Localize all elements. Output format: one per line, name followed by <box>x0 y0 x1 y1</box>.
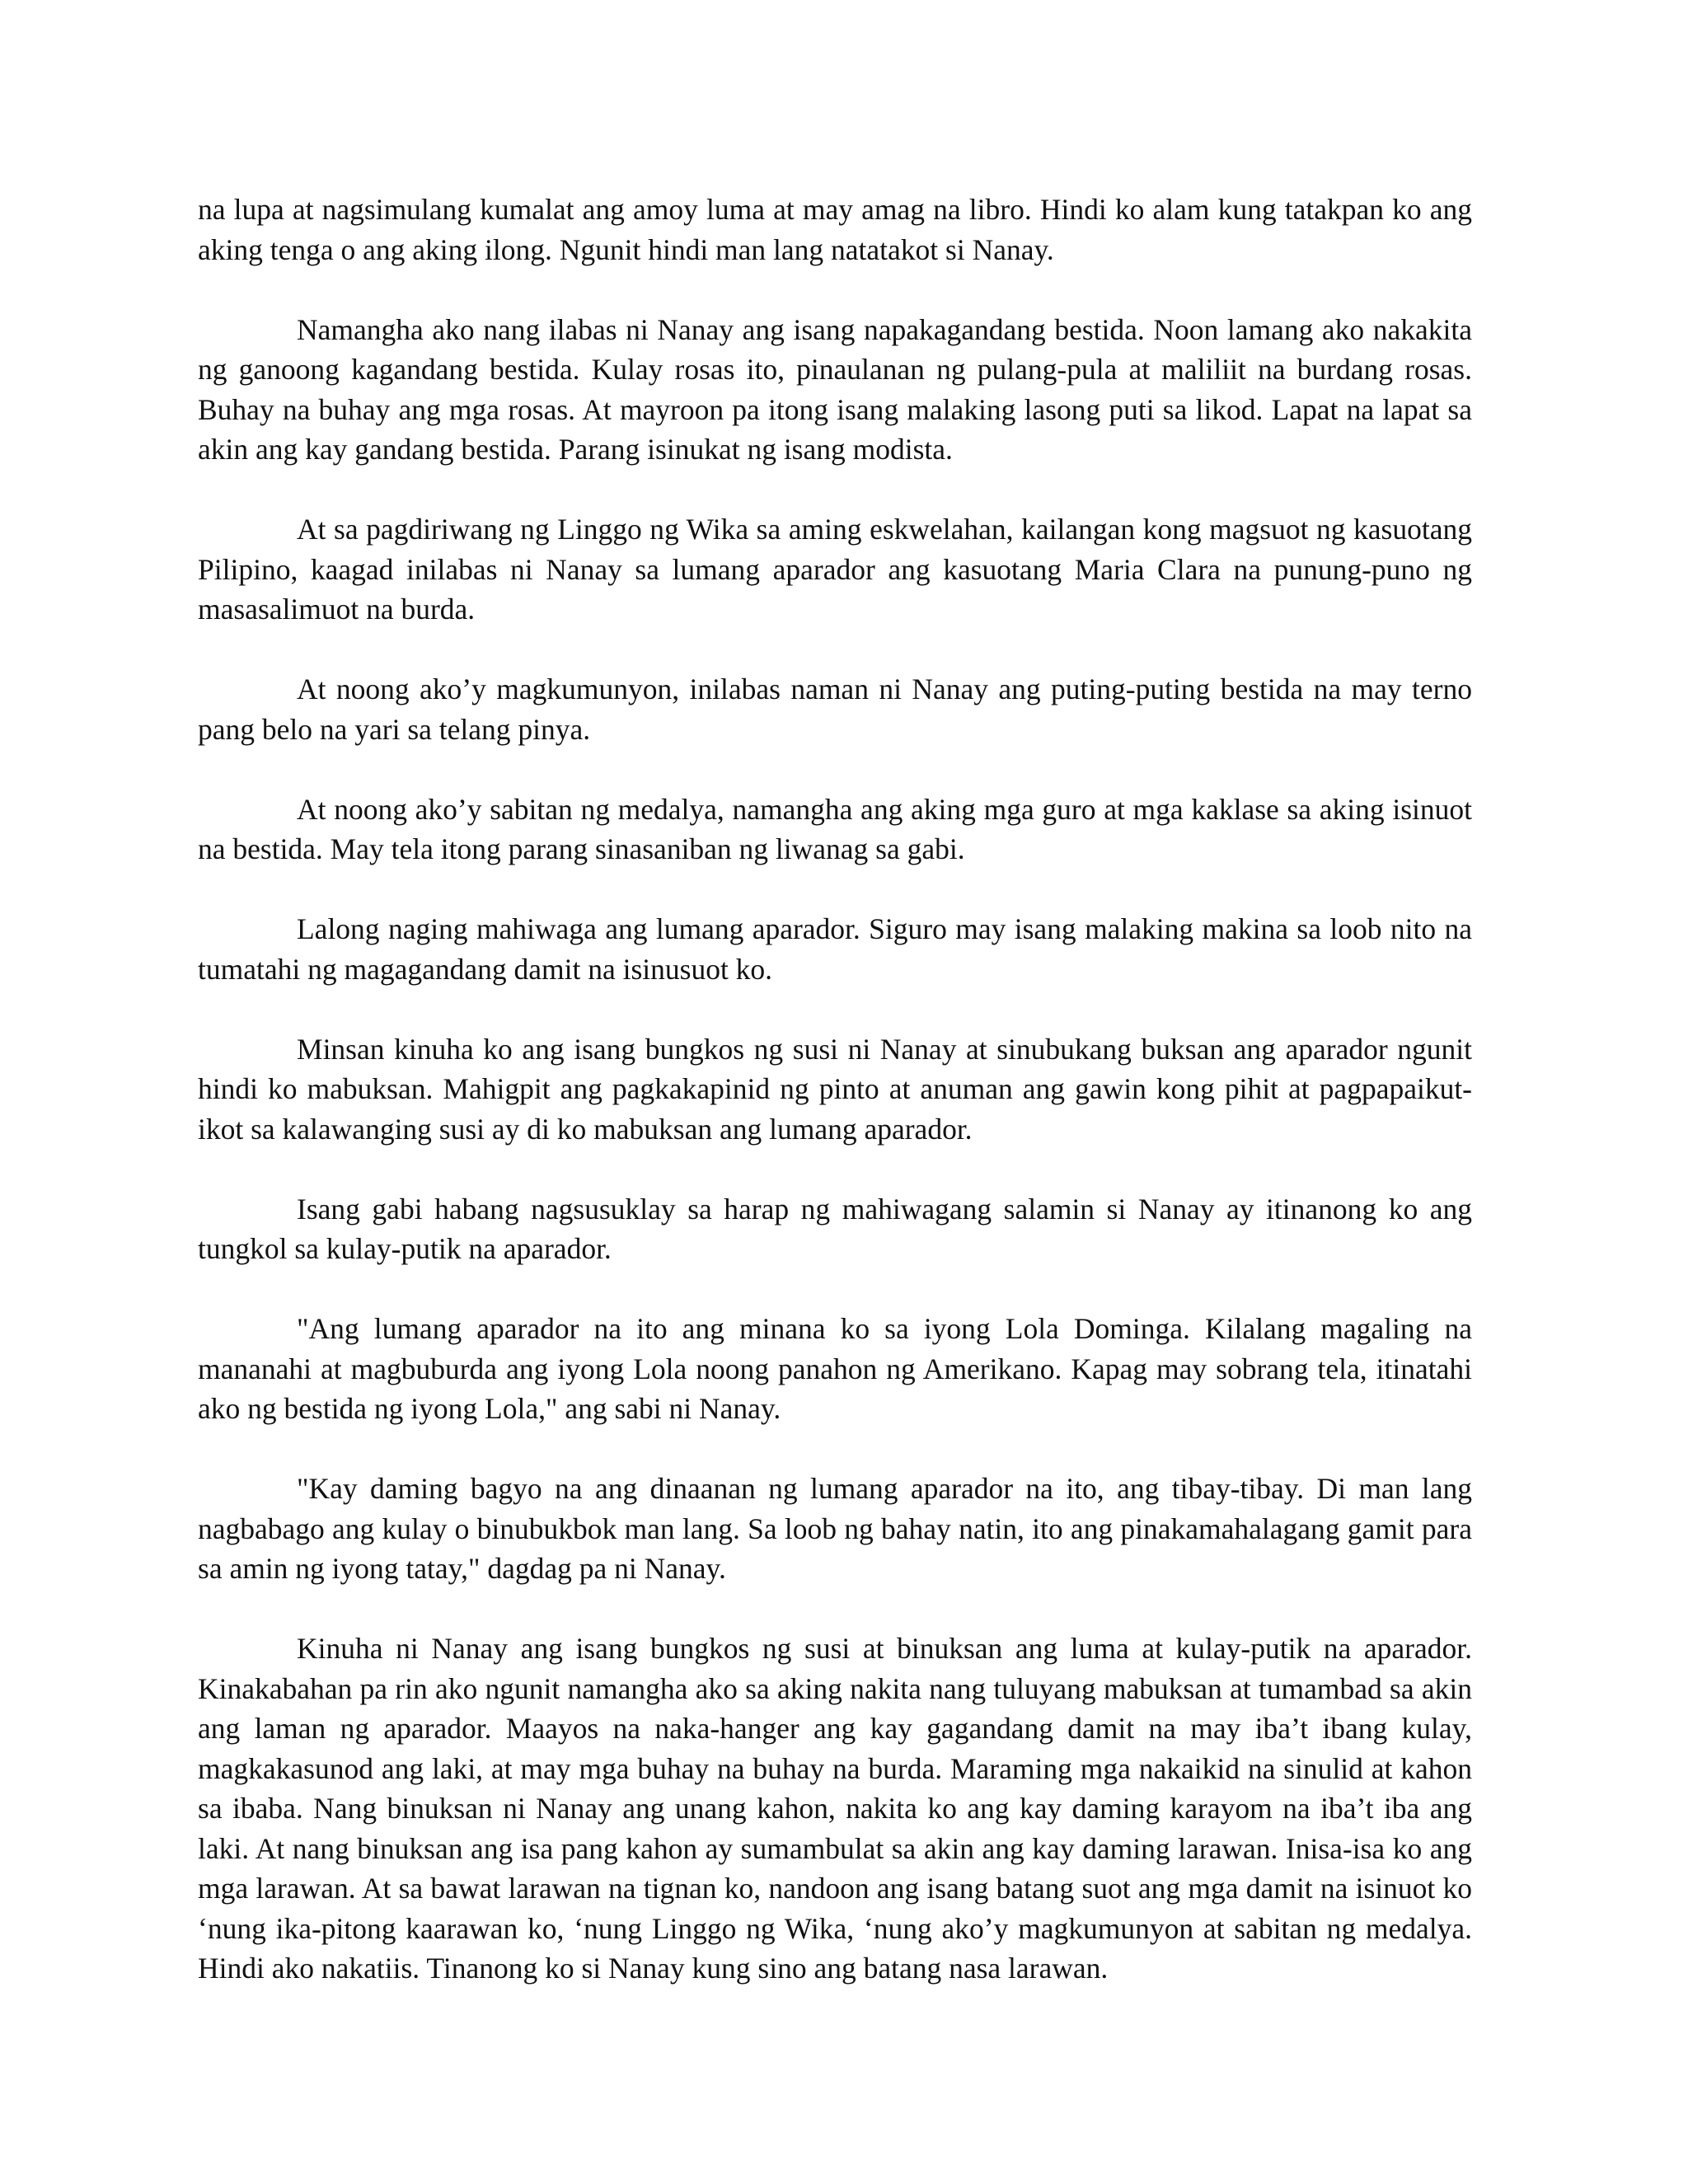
paragraph-6: Lalong naging mahiwaga ang lumang aparador. Siguro may isang malaking makina sa loob nito na tumatahi ng magagandang damit na isinusuot ko. <box>198 912 1472 986</box>
paragraph-10: "Kay daming bagyo na ang dinaanan ng lumang aparador na ito, ang tibay-tibay. Di man lang nagbabago ang kulay o binubukbok man lang. Sa loob ng bahay natin, ito ang pinakamahalagang gamit para sa amin ng iyong tatay," dagdag pa ni Nanay. <box>198 1472 1472 1585</box>
paragraph-7: Minsan kinuha ko ang isang bungkos ng susi ni Nanay at sinubukang buksan ang aparador ngunit hindi ko mabuksan. Mahigpit ang pagkakapinid ng pinto at anuman ang gawin kong pihit at pagpapaikut-ikot sa kalawanging susi ay di ko mabuksan ang lumang aparador. <box>198 1032 1472 1146</box>
paragraph-11: Kinuha ni Nanay ang isang bungkos ng susi at binuksan ang luma at kulay-putik na aparador. Kinakabahan pa rin ako ngunit namangha ako sa aking nakita nang tuluyang mabuksan at tumambad sa akin ang laman ng aparador. Maayos na naka-hanger ang kay gagandang damit na may iba’t ibang kulay, magkakasunod ang laki, at may mga buhay na buhay na burda. Maraming mga nakaikid na sinulid at kahon sa ibaba. Nang binuksan ni Nanay ang unang kahon, nakita ko ang kay daming karayom na iba’t iba ang laki. At nang binuksan ang isa pang kahon ay sumambulat sa akin ang kay daming larawan. Inisa-isa ko ang mga larawan. At sa bawat larawan na tignan ko, nandoon ang isang batang suot ang mga damit na isinuot ko ‘nung ika-pitong kaarawan ko, ‘nung Linggo ng Wika, ‘nung ako’y magkumunyon at sabitan ng medalya. Hindi ako nakatiis. Tinanong ko si Nanay kung sino ang batang nasa larawan. <box>198 1632 1472 1985</box>
paragraph-5: At noong ako’y sabitan ng medalya, namangha ang aking mga guro at mga kaklase sa aking isinuot na bestida. May tela itong parang sinasaniban ng liwanag sa gabi. <box>198 792 1472 865</box>
story-text <box>198 190 1472 1989</box>
paragraph-2: Namangha ako nang ilabas ni Nanay ang isang napakagandang bestida. Noon lamang ako nakakita ng ganoong kagandang bestida. Kulay rosas ito, pinaulanan ng pulang-pula at maliliit na burdang rosas. Buhay na buhay ang mga rosas. At mayroon pa itong isang malaking lasong puti sa likod. Lapat na lapat sa akin ang kay gandang bestida. Parang isinukat ng isang modista. <box>198 312 1472 466</box>
paragraph-9: "Ang lumang aparador na ito ang minana ko sa iyong Lola Dominga. Kilalang magaling na mananahi at magbuburda ang iyong Lola noong panahon ng Amerikano. Kapag may sobrang tela, itinatahi ako ng bestida ng iyong Lola," ang sabi ni Nanay. <box>198 1312 1472 1425</box>
paragraph-1: na lupa at nagsimulang kumalat ang amoy luma at may amag na libro. Hindi ko alam kung tatakpan ko ang aking tenga o ang aking ilong. Ngunit hindi man lang natatakot si Nanay. <box>198 193 1472 266</box>
paragraph-3: At sa pagdiriwang ng Linggo ng Wika sa aming eskwelahan, kailangan kong magsuot ng kasuotang Pilipino, kaagad inilabas ni Nanay sa lumang aparador ang kasuotang Maria Clara na punung-puno ng masasalimuot na burda. <box>198 513 1472 626</box>
paragraph-4: At noong ako’y magkumunyon, inilabas naman ni Nanay ang puting-puting bestida na may terno pang belo na yari sa telang pinya. <box>198 673 1472 746</box>
paragraph-8: Isang gabi habang nagsusuklay sa harap ng mahiwagang salamin si Nanay ay itinanong ko ang tungkol sa kulay-putik na aparador. <box>198 1192 1472 1265</box>
